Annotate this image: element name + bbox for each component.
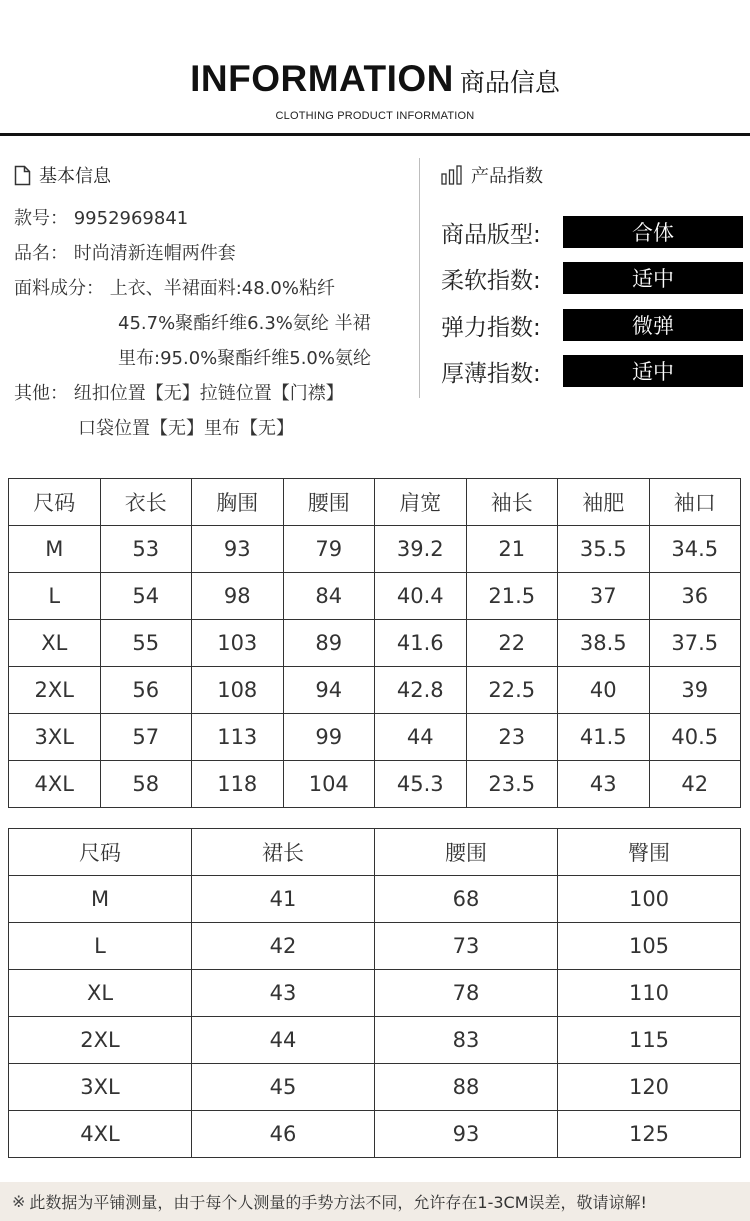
table-cell: 115 — [558, 1017, 741, 1064]
info-line-name: 品名： 时尚清新连帽两件套 — [14, 243, 236, 264]
table-cell: 93 — [192, 526, 284, 573]
table-cell: 45 — [192, 1064, 375, 1111]
table-row — [9, 620, 741, 667]
table-cell: 42.8 — [375, 667, 467, 714]
table-cell: 53 — [100, 526, 192, 573]
table-cell: 105 — [558, 923, 741, 970]
info-line-lining: 里布:95.0%聚酯纤维5.0%氨纶 — [118, 348, 371, 369]
header — [0, 0, 750, 136]
table-row — [9, 761, 741, 808]
table-cell: 57 — [100, 714, 192, 761]
index-label: 厚薄指数: — [441, 360, 541, 387]
table-cell: M — [9, 876, 192, 923]
table-header-cell: 腰围 — [283, 479, 375, 526]
table-cell: 46 — [192, 1111, 375, 1158]
table-header-cell: 尺码 — [9, 829, 192, 876]
table-cell: 120 — [558, 1064, 741, 1111]
table-cell: 23 — [466, 714, 558, 761]
table-cell: 43 — [558, 761, 650, 808]
index-label: 柔软指数: — [441, 267, 541, 294]
table-cell: 37 — [558, 573, 650, 620]
table-cell: 4XL — [9, 1111, 192, 1158]
info-line-fabric: 面料成分： 上衣、半裙面料:48.0%粘纤 — [14, 278, 335, 299]
table-cell: M — [9, 526, 101, 573]
table-cell: 125 — [558, 1111, 741, 1158]
info-line-fabric-2: 45.7%聚酯纤维6.3%氨纶 半裙 — [118, 313, 371, 334]
table-cell: 22.5 — [466, 667, 558, 714]
table-cell: 118 — [192, 761, 284, 808]
table-row — [9, 923, 741, 970]
skirt-size-table — [8, 828, 741, 1158]
table-header-row — [9, 829, 741, 876]
table-header-cell: 衣长 — [100, 479, 192, 526]
table-cell: 103 — [192, 620, 284, 667]
info-line-other-2: 口袋位置【无】里布【无】 — [78, 418, 294, 439]
index-value: 适中 — [563, 262, 743, 294]
index-value: 合体 — [563, 216, 743, 248]
table-row — [9, 667, 741, 714]
table-cell: 41.6 — [375, 620, 467, 667]
table-cell: 110 — [558, 970, 741, 1017]
table-cell: 108 — [192, 667, 284, 714]
table-cell: 73 — [375, 923, 558, 970]
table-cell: 98 — [192, 573, 284, 620]
table-cell: 2XL — [9, 667, 101, 714]
document-icon — [14, 165, 31, 186]
table-cell: 45.3 — [375, 761, 467, 808]
table-cell: 39 — [649, 667, 741, 714]
basic-info-heading — [14, 160, 414, 190]
table-cell: 104 — [283, 761, 375, 808]
index-row-thickness — [441, 355, 746, 387]
table-header-cell: 袖口 — [649, 479, 741, 526]
title-en: INFORMATION — [190, 58, 454, 99]
table-cell: 83 — [375, 1017, 558, 1064]
title-row — [0, 58, 750, 100]
table-cell: 58 — [100, 761, 192, 808]
measurement-note-text: 此数据为平铺测量，由于每个人测量的手势方法不同，允许存在1-3CM误差，敬请谅解! — [29, 1193, 647, 1212]
table-cell: 23.5 — [466, 761, 558, 808]
table-row — [9, 526, 741, 573]
table-cell: 40.4 — [375, 573, 467, 620]
table-cell: 84 — [283, 573, 375, 620]
table-header-cell: 腰围 — [375, 829, 558, 876]
index-row-elasticity — [441, 309, 746, 341]
table-row — [9, 573, 741, 620]
table-cell: 89 — [283, 620, 375, 667]
table-header-cell: 袖长 — [466, 479, 558, 526]
table-cell: 78 — [375, 970, 558, 1017]
table-row — [9, 876, 741, 923]
table-row — [9, 1064, 741, 1111]
table-cell: 93 — [375, 1111, 558, 1158]
table-cell: 4XL — [9, 761, 101, 808]
table-cell: 99 — [283, 714, 375, 761]
info-line-style-no: 款号： 9952969841 — [14, 208, 189, 229]
reference-mark-icon: ※ — [12, 1192, 26, 1211]
table-cell: 36 — [649, 573, 741, 620]
table-cell: 79 — [283, 526, 375, 573]
index-row-softness — [441, 262, 746, 294]
title-cn: 商品信息 — [459, 68, 560, 97]
table-cell: 44 — [192, 1017, 375, 1064]
table-row — [9, 714, 741, 761]
table-header-cell: 胸围 — [192, 479, 284, 526]
measurement-note — [12, 1190, 647, 1213]
index-row-fit — [441, 216, 746, 248]
table-cell: L — [9, 573, 101, 620]
table-cell: 40.5 — [649, 714, 741, 761]
table-cell: 21 — [466, 526, 558, 573]
table-cell: 113 — [192, 714, 284, 761]
table-cell: 21.5 — [466, 573, 558, 620]
table-cell: 55 — [100, 620, 192, 667]
table-cell: 40 — [558, 667, 650, 714]
table-cell: 41.5 — [558, 714, 650, 761]
table-cell: XL — [9, 620, 101, 667]
table-cell: 41 — [192, 876, 375, 923]
table-header-cell: 裙长 — [192, 829, 375, 876]
basic-info-section — [14, 160, 414, 190]
table-cell: 3XL — [9, 714, 101, 761]
table-cell: 100 — [558, 876, 741, 923]
table-header-cell: 肩宽 — [375, 479, 467, 526]
top-size-table — [8, 478, 741, 808]
table-header-cell: 臀围 — [558, 829, 741, 876]
table-cell: 42 — [192, 923, 375, 970]
table-cell: L — [9, 923, 192, 970]
table-cell: 43 — [192, 970, 375, 1017]
bar-chart-icon — [441, 165, 463, 185]
table-cell: 44 — [375, 714, 467, 761]
table-header-cell: 袖肥 — [558, 479, 650, 526]
table-cell: 42 — [649, 761, 741, 808]
table-cell: 34.5 — [649, 526, 741, 573]
measurement-note-bar — [0, 1182, 750, 1221]
basic-info-title: 基本信息 — [39, 166, 111, 187]
table-header-row — [9, 479, 741, 526]
product-index-section — [441, 160, 746, 387]
table-row — [9, 1017, 741, 1064]
table-header-cell: 尺码 — [9, 479, 101, 526]
table-cell: 68 — [375, 876, 558, 923]
table-cell: 37.5 — [649, 620, 741, 667]
header-rule — [0, 133, 750, 136]
table-row — [9, 970, 741, 1017]
subtitle: CLOTHING PRODUCT INFORMATION — [275, 110, 475, 122]
table-cell: 2XL — [9, 1017, 192, 1064]
table-cell: 22 — [466, 620, 558, 667]
info-divider — [419, 158, 420, 398]
index-value: 适中 — [563, 355, 743, 387]
index-value: 微弹 — [563, 309, 743, 341]
table-cell: 54 — [100, 573, 192, 620]
table-cell: XL — [9, 970, 192, 1017]
info-line-other: 其他： 纽扣位置【无】拉链位置【门襟】 — [14, 383, 344, 404]
product-index-title: 产品指数 — [471, 166, 543, 187]
table-cell: 35.5 — [558, 526, 650, 573]
table-cell: 56 — [100, 667, 192, 714]
index-label: 弹力指数: — [441, 314, 541, 341]
table-cell: 39.2 — [375, 526, 467, 573]
product-index-heading — [441, 160, 746, 190]
table-row — [9, 1111, 741, 1158]
table-cell: 94 — [283, 667, 375, 714]
table-cell: 38.5 — [558, 620, 650, 667]
table-cell: 88 — [375, 1064, 558, 1111]
table-cell: 3XL — [9, 1064, 192, 1111]
index-label: 商品版型: — [441, 221, 541, 248]
